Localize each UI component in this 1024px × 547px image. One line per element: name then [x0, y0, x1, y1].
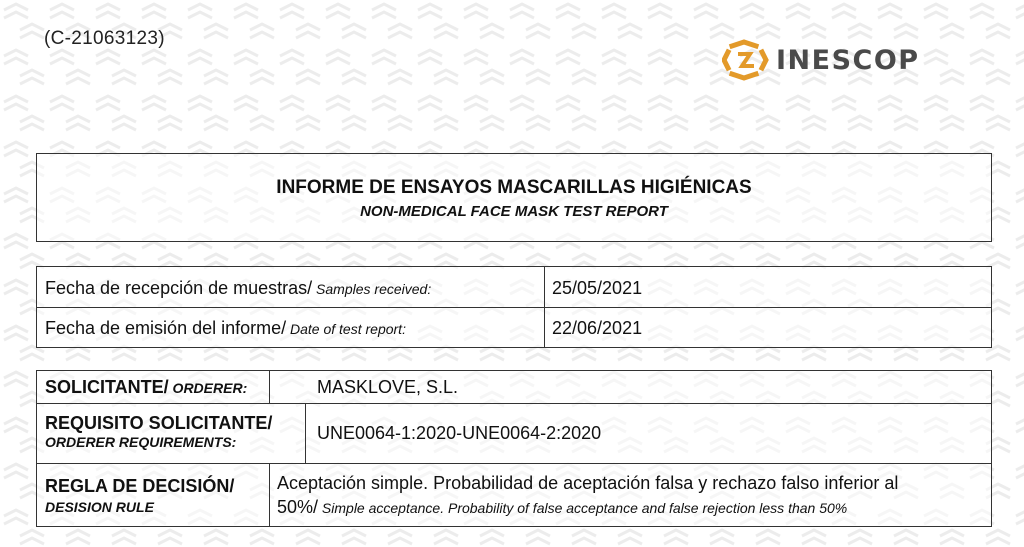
table-row-requirements: [37, 404, 991, 464]
decision-rule-label: [45, 476, 234, 515]
samples-received-label: [45, 278, 431, 299]
inescop-logo-mark-icon: [722, 38, 770, 82]
report-date-label-en: Date of test report:: [286, 321, 406, 337]
orderer-value: MASKLOVE, S.L.: [317, 377, 459, 397]
table-row-report-date: [37, 307, 991, 347]
requirements-label-en: ORDERER REQUIREMENTS:: [45, 434, 237, 450]
requirements-label: [45, 413, 272, 450]
requirements-label-es: REQUISITO SOLICITANTE/: [45, 413, 273, 433]
column-divider: [269, 371, 270, 403]
logo-text: INESCOP: [776, 44, 920, 76]
decision-rule-value-line1: Aceptación simple. Probabilidad de aceptación falsa y rechazo falso inferior al: [277, 473, 899, 493]
samples-received-label-es: Fecha de recepción de muestras/: [45, 278, 313, 298]
decision-rule-value-en: Simple acceptance. Probability of false acceptance and false rejection less than 50%: [318, 500, 848, 516]
report-date-label: [45, 318, 406, 339]
table-row-orderer: [37, 371, 991, 404]
table-row-decision-rule: [37, 464, 991, 526]
column-divider: [305, 404, 306, 463]
dates-table: [36, 266, 992, 348]
report-title-english: NON-MEDICAL FACE MASK TEST REPORT: [360, 203, 668, 220]
samples-received-label-en: Samples received:: [312, 281, 432, 297]
requirements-value: UNE0064-1:2020-UNE0064-2:2020: [317, 423, 602, 443]
orderer-label-en: ORDERER:: [168, 380, 248, 396]
report-reference: (C-21063123): [44, 28, 165, 49]
orderer-info-table: [36, 370, 992, 527]
orderer-label: [45, 377, 247, 398]
inescop-logo: [722, 38, 920, 82]
orderer-label-es: SOLICITANTE/: [45, 377, 169, 397]
decision-rule-value-es-tail: 50%/: [277, 497, 319, 517]
column-divider: [269, 464, 270, 526]
samples-received-value: 25/05/2021: [552, 278, 643, 298]
decision-rule-label-es: REGLA DE DECISIÓN/: [45, 476, 235, 496]
table-row-samples-received: [37, 267, 991, 308]
report-title-spanish: INFORME DE ENSAYOS MASCARILLAS HIGIÉNICAS: [276, 177, 752, 198]
report-title-box: [36, 153, 992, 242]
decision-rule-label-en: DESISION RULE: [45, 499, 154, 515]
report-date-value: 22/06/2021: [552, 318, 643, 338]
decision-rule-value-line2: [277, 497, 847, 518]
report-date-label-es: Fecha de emisión del informe/: [45, 318, 287, 338]
